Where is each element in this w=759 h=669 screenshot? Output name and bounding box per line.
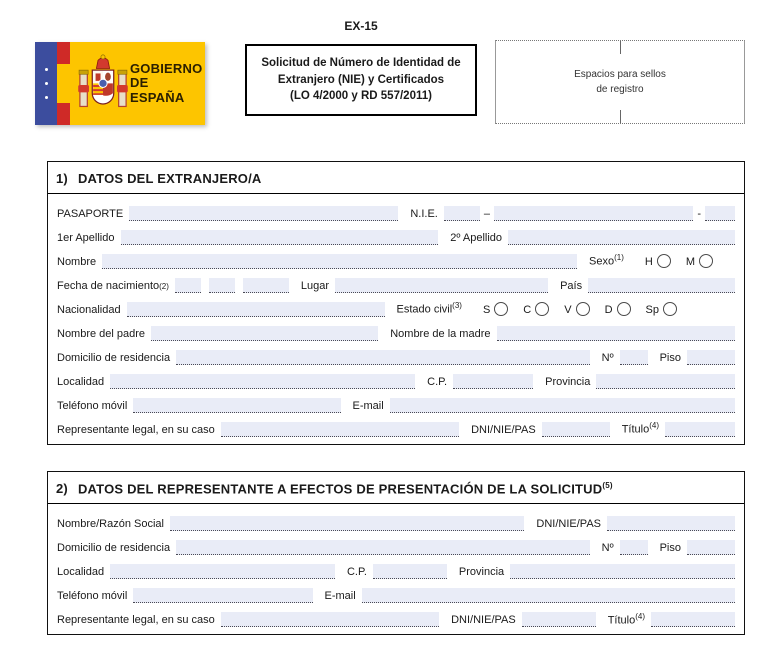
- form-row: [57, 531, 735, 555]
- form-row: [57, 293, 735, 317]
- form-header: [0, 0, 759, 125]
- logo-text-line2: DE ESPAÑA: [130, 75, 185, 105]
- numero-field[interactable]: [620, 540, 648, 555]
- dni-nie-pas-label: DNI/NIE/PAS: [536, 518, 601, 531]
- form-row: [57, 389, 735, 413]
- dni-nie-pas-field[interactable]: [542, 422, 610, 437]
- pais-field[interactable]: [588, 278, 735, 293]
- cp-field[interactable]: [453, 374, 533, 389]
- form-title-box: [245, 44, 477, 116]
- apellido1-label: 1er Apellido: [57, 232, 115, 244]
- estado-civil-radio-sp[interactable]: [663, 302, 677, 316]
- representante-legal-field[interactable]: [221, 612, 439, 627]
- section2-heading: [48, 472, 744, 504]
- fecha-superscript: (2): [159, 282, 169, 291]
- nie-field-part2[interactable]: [494, 206, 693, 221]
- pais-label: País: [560, 280, 583, 292]
- eu-star-icon: [45, 68, 48, 71]
- nie-dash1: –: [483, 208, 490, 220]
- dni-nie-pas-label: DNI/NIE/PAS: [471, 424, 536, 436]
- nombre-field[interactable]: [102, 254, 577, 269]
- form-row: [57, 221, 735, 245]
- registry-stamp-box: [495, 40, 745, 124]
- lugar-field[interactable]: [335, 278, 548, 293]
- fecha-anio-field[interactable]: [243, 278, 289, 293]
- titulo-label: Título$^{(4)}$: [621, 421, 659, 436]
- fecha-nacimiento-label: Fecha de nacimiento(2): [57, 280, 169, 292]
- razon-social-label: Nombre/Razón Social: [57, 518, 164, 531]
- telefono-label: Teléfono móvil: [57, 400, 128, 412]
- numero-label: Nº: [601, 352, 614, 364]
- sexo-option-m-label: M: [685, 256, 695, 268]
- cp-label: C.P.: [427, 376, 448, 388]
- domicilio-field[interactable]: [176, 540, 590, 555]
- dni-nie-pas-label: DNI/NIE/PAS: [451, 614, 516, 627]
- representante-legal-label: Representante legal, en su caso: [57, 614, 215, 627]
- section-datos-extranjero: [47, 161, 745, 445]
- fecha-dia-field[interactable]: [175, 278, 201, 293]
- provincia-label: Provincia: [458, 566, 505, 579]
- form-code: EX-15: [344, 19, 378, 33]
- email-label: E-mail: [324, 590, 356, 603]
- eu-star-icon: [45, 96, 48, 99]
- sexo-radio-h[interactable]: [657, 254, 671, 268]
- razon-social-field[interactable]: [170, 516, 524, 531]
- sexo-option-h-label: H: [644, 256, 653, 268]
- form-row: [57, 365, 735, 389]
- piso-label: Piso: [659, 352, 681, 364]
- estado-civil-radio-s[interactable]: [494, 302, 508, 316]
- nie-dash2: -: [697, 208, 701, 220]
- nacionalidad-label: Nacionalidad: [57, 304, 121, 316]
- numero-label: Nº: [601, 542, 614, 555]
- email-field[interactable]: [390, 398, 735, 413]
- domicilio-label: Domicilio de residencia: [57, 542, 171, 555]
- stamp-divider-bottom: [620, 110, 621, 123]
- spain-coat-of-arms-icon: [78, 52, 128, 118]
- form-title-line1: Solicitud de Número de Identidad de: [261, 57, 461, 69]
- section1-heading: [48, 162, 744, 194]
- localidad-field[interactable]: [110, 564, 335, 579]
- nombre-label: Nombre: [57, 256, 97, 268]
- telefono-field[interactable]: [133, 588, 312, 603]
- numero-field[interactable]: [620, 350, 648, 365]
- titulo-label: Título$^{(4)}$: [607, 611, 645, 627]
- estado-civil-label: Estado civil$^{(3)}$: [396, 301, 462, 316]
- section2-title: DATOS DEL REPRESENTANTE A EFECTOS DE PRESENTACIÓN DE LA SOLICITUD: [77, 481, 603, 497]
- apellido2-field[interactable]: [508, 230, 735, 245]
- stamp-box-line1: Espacios para sellos: [574, 69, 666, 80]
- nacionalidad-field[interactable]: [127, 302, 385, 317]
- email-label: E-mail: [352, 400, 384, 412]
- form-title-line3: (LO 4/2000 y RD 557/2011): [290, 90, 432, 103]
- estado-civil-option-s-label: S: [482, 304, 491, 316]
- form-row: [57, 317, 735, 341]
- section2-superscript: (5): [602, 481, 613, 490]
- cp-field[interactable]: [373, 564, 447, 579]
- stamp-box-line2: de registro: [596, 84, 644, 95]
- provincia-field[interactable]: [596, 374, 735, 389]
- provincia-field[interactable]: [510, 564, 735, 579]
- logo-text-line1: GOBIERNO: [130, 60, 203, 76]
- form-row: [57, 579, 735, 603]
- estado-civil-option-v-label: V: [564, 304, 572, 316]
- estado-civil-option-c-label: C: [523, 304, 532, 316]
- email-field[interactable]: [362, 588, 735, 603]
- form-row: [57, 269, 735, 293]
- form-title-line2: Extranjero (NIE) y Certificados: [277, 73, 445, 86]
- estado-civil-radio-v[interactable]: [576, 302, 590, 316]
- telefono-field[interactable]: [133, 398, 340, 413]
- form-row: [57, 507, 735, 531]
- section1-title: DATOS DEL EXTRANJERO/A: [77, 171, 262, 186]
- pasaporte-label: PASAPORTE: [57, 208, 124, 220]
- apellido1-field[interactable]: [121, 230, 439, 245]
- lugar-label: Lugar: [300, 280, 330, 292]
- representante-legal-field[interactable]: [221, 422, 459, 437]
- sexo-label: Sexo$^{(1)}$: [589, 253, 624, 268]
- sexo-superscript: (1): [614, 253, 624, 263]
- titulo-field[interactable]: [665, 422, 735, 437]
- localidad-field[interactable]: [110, 374, 415, 389]
- telefono-label: Teléfono móvil: [57, 590, 128, 603]
- nombre-padre-label: Nombre del padre: [57, 328, 146, 340]
- form-row: [57, 413, 735, 437]
- fecha-mes-field[interactable]: [209, 278, 235, 293]
- section-datos-representante: [47, 471, 745, 635]
- titulo-superscript: (4): [649, 421, 659, 431]
- nombre-madre-field[interactable]: [497, 326, 736, 341]
- section2-number: 2): [56, 481, 68, 497]
- estado-civil-option-d-label: D: [604, 304, 613, 316]
- form-row: [57, 197, 735, 221]
- eu-blue-band: [35, 42, 57, 125]
- piso-field[interactable]: [687, 350, 735, 365]
- provincia-label: Provincia: [545, 376, 591, 388]
- titulo-field[interactable]: [651, 612, 735, 627]
- apellido2-label: 2º Apellido: [450, 232, 503, 244]
- pasaporte-field[interactable]: [129, 206, 398, 221]
- estado-civil-radio-d[interactable]: [617, 302, 631, 316]
- domicilio-field[interactable]: [176, 350, 590, 365]
- dni-nie-pas-field2[interactable]: [522, 612, 596, 627]
- piso-label: Piso: [659, 542, 681, 555]
- domicilio-label: Domicilio de residencia: [57, 352, 171, 364]
- nie-field-part1[interactable]: [444, 206, 480, 221]
- nie-field-part3[interactable]: [705, 206, 735, 221]
- representante-legal-label: Representante legal, en su caso: [57, 424, 215, 436]
- sexo-radio-m[interactable]: [699, 254, 713, 268]
- estado-civil-radio-c[interactable]: [535, 302, 549, 316]
- titulo-superscript: (4): [635, 611, 645, 621]
- section1-number: 1): [56, 171, 68, 186]
- form-row: [57, 555, 735, 579]
- stamp-divider-top: [620, 41, 621, 54]
- nombre-padre-field[interactable]: [151, 326, 378, 341]
- nie-label: N.I.E.: [410, 208, 438, 220]
- cp-label: C.P.: [346, 566, 367, 579]
- form-row: [57, 245, 735, 269]
- form-row: [57, 341, 735, 365]
- dni-nie-pas-field[interactable]: [607, 516, 735, 531]
- estado-civil-superscript: (3): [452, 301, 462, 311]
- localidad-label: Localidad: [57, 566, 105, 579]
- nombre-madre-label: Nombre de la madre: [390, 328, 491, 340]
- eu-star-icon: [45, 82, 48, 85]
- localidad-label: Localidad: [57, 376, 105, 388]
- government-logo: [35, 42, 205, 125]
- form-row: [57, 603, 735, 627]
- piso-field[interactable]: [687, 540, 735, 555]
- estado-civil-option-sp-label: Sp: [645, 304, 659, 316]
- spain-flag-band: [57, 42, 70, 125]
